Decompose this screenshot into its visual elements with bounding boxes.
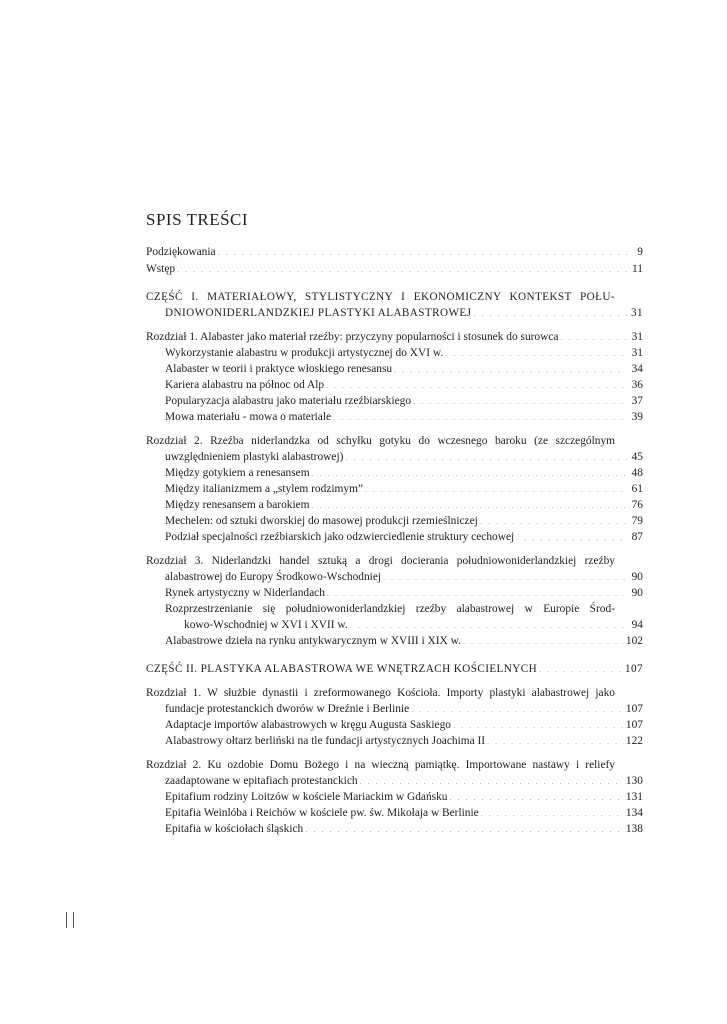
leader-dots: [365, 482, 627, 498]
toc-entry[interactable]: [165, 585, 643, 601]
leader-dots: [445, 346, 627, 362]
toc-entry-acknowledgements[interactable]: [146, 244, 643, 260]
toc-entry[interactable]: [165, 717, 643, 733]
chapter4-heading-line1: Rozdział 1. W służbie dynastii i zreformowanego Kościoła. Importy plastyki alabastrowej jako: [146, 687, 615, 699]
toc-entry-text: Alabastrowy ołtarz berliński na tle fundacji artystycznych Joachima II: [165, 735, 486, 747]
toc-entry-page: 61: [631, 483, 643, 495]
chapter5-heading[interactable]: [165, 773, 643, 789]
toc-entry-text: Wstęp: [146, 263, 176, 275]
leader-dots: [327, 586, 627, 602]
toc-entry-page: 11: [632, 263, 643, 275]
leader-dots: [481, 806, 624, 822]
toc-entry-text: Wykorzystanie alabastru w produkcji artystycznej do XVI w.: [165, 347, 444, 359]
leader-dots: [539, 662, 623, 678]
toc-entry-page: 48: [631, 467, 643, 479]
toc-entry-introduction[interactable]: [146, 261, 643, 277]
chapter5-heading-line1: Rozdział 2. Ku ozdobie Domu Bożego i na wieczną pamiątkę. Importowane nastawy i reliefy: [146, 759, 615, 771]
toc-entry-page: 134: [625, 807, 643, 819]
leader-dots: [177, 262, 627, 278]
toc-entry[interactable]: [165, 481, 643, 497]
toc-entry-text: Między gotykiem a renesansem: [165, 467, 310, 479]
toc-entry[interactable]: [165, 633, 643, 649]
toc-entry[interactable]: [165, 361, 643, 377]
chapter4-heading[interactable]: [165, 701, 643, 717]
toc-entry-page: 107: [625, 703, 643, 715]
toc-entry-page: 90: [631, 571, 643, 583]
leader-dots: [326, 378, 627, 394]
toc-entry[interactable]: [165, 345, 643, 361]
toc-entry[interactable]: [165, 733, 643, 749]
toc-entry[interactable]: [165, 393, 643, 409]
toc-entry-text: Epitafia w kościołach śląskich: [165, 823, 304, 835]
toc-entry-page: 102: [625, 635, 643, 647]
toc-entry-text: Między italianizmem a „stylem rodzimym”: [165, 483, 364, 495]
leader-dots: [312, 498, 627, 514]
toc-entry[interactable]: [165, 789, 643, 805]
leader-dots: [333, 410, 627, 426]
toc-entry-text: Alabastrowe dzieła na rynku antykwarycznym w XVIII i XIX w.: [165, 635, 461, 647]
leader-dots: [383, 570, 627, 586]
toc-entry-text: Podziękowania: [146, 246, 216, 258]
toc-entry-line1: Rozprzestrzenianie się południowoniderlandzkiej rzeźby alabastrowej w Europie Środ-: [165, 603, 615, 615]
toc-entry-page: 122: [625, 735, 643, 747]
leader-dots: [453, 718, 624, 734]
toc-entry[interactable]: [165, 377, 643, 393]
toc-entry-page: 130: [625, 775, 643, 787]
leader-dots: [480, 514, 627, 530]
toc-entry-text: CZĘŚĆ II. PLASTYKA ALABASTROWA WE WNĘTRZACH KOŚCIELNYCH: [146, 663, 538, 675]
toc-entry-page: 31: [631, 307, 643, 319]
leader-dots: [360, 774, 624, 790]
toc-entry-text: uwzględnieniem plastyki alabastrowej): [165, 451, 344, 463]
toc-entry-page: 138: [625, 823, 643, 835]
toc-entry-page: 79: [631, 515, 643, 527]
leader-dots: [345, 450, 627, 466]
toc-entry-text: Kariera alabastru na północ od Alp: [165, 379, 325, 391]
toc-entry[interactable]: [165, 497, 643, 513]
leader-dots: [449, 790, 623, 806]
toc-entry[interactable]: [184, 617, 643, 633]
toc-entry-page: 31: [631, 331, 643, 343]
toc-entry-page: 87: [631, 531, 643, 543]
leader-dots: [350, 618, 627, 634]
leader-dots: [473, 306, 627, 322]
toc-entry-text: kowo-Wschodniej w XVI i XVII w.: [184, 619, 348, 631]
toc-entry-page: 31: [631, 347, 643, 359]
toc-entry[interactable]: [165, 513, 643, 529]
toc-entry-text: Rozdział 1. Alabaster jako materiał rzeźby: przyczyny popularności i stosunek do surowca: [146, 331, 559, 343]
chapter3-heading[interactable]: [165, 569, 643, 585]
leader-dots: [394, 362, 627, 378]
leader-dots: [305, 822, 624, 838]
toc-entry-text: Mechelen: od sztuki dworskiej do masowej produkcji rzemieślniczej: [165, 515, 478, 527]
toc-entry-page: 9: [637, 246, 643, 258]
toc-entry-text: Epitafia Weinlóba i Reichów w kościele pw. św. Mikołaja w Berlinie: [165, 807, 479, 819]
leader-dots: [560, 330, 627, 346]
part1-heading-line1: CZĘŚĆ I. MATERIAŁOWY, STYLISTYCZNY I EKONOMICZNY KONTEKST POŁU-: [146, 291, 615, 303]
toc-entry[interactable]: [165, 821, 643, 837]
toc-entry-text: Adaptacje importów alabastrowych w kręgu Augusta Saskiego: [165, 719, 451, 731]
part1-heading-line2: DNIOWONIDERLANDZKIEJ PLASTYKI ALABASTROWEJ: [165, 307, 472, 319]
toc-entry-page: 45: [631, 451, 643, 463]
toc-entry-text: fundacje protestanckich dworów w Dreźnie i Berlinie: [165, 703, 410, 715]
part1-heading[interactable]: [165, 305, 643, 321]
toc-entry-text: Podział specjalności rzeźbiarskich jako odzwierciedlenie struktury cechowej: [165, 531, 515, 543]
chapter1-heading[interactable]: [146, 329, 643, 345]
chapter2-heading-line1: Rozdział 2. Rzeźba niderlandzka od schyłku gotyku do wczesnego baroku (ze szczególnym: [146, 435, 615, 447]
toc-entry-page: 76: [631, 499, 643, 511]
toc-entry-text: Alabaster w teorii i praktyce włoskiego renesansu: [165, 363, 393, 375]
toc-entry-page: 36: [631, 379, 643, 391]
toc-entry-page: 94: [631, 619, 643, 631]
toc-entry-text: Popularyzacja alabastru jako materiału rzeźbiarskiego: [165, 395, 412, 407]
toc-entry-page: 34: [631, 363, 643, 375]
toc-entry-text: zaadaptowane w epitafiach protestanckich: [165, 775, 358, 787]
leader-dots: [411, 702, 624, 718]
page-title: SPIS TREŚCI: [146, 210, 249, 229]
leader-dots: [463, 634, 624, 650]
toc-entry[interactable]: [165, 409, 643, 425]
toc-entry-page: 107: [625, 719, 643, 731]
toc-entry-page: 39: [631, 411, 643, 423]
scan-artifact: [66, 912, 74, 928]
toc-entry-text: alabastrowej do Europy Środkowo-Wschodniej: [165, 571, 382, 583]
chapter3-heading-line1: Rozdział 3. Niderlandzki handel sztuką a drogi docierania południowoniderlandzkiej rzeźby: [146, 555, 615, 567]
leader-dots: [312, 466, 627, 482]
toc-entry-text: Rynek artystyczny w Niderlandach: [165, 587, 325, 599]
leader-dots: [413, 394, 627, 410]
toc-entry-text: Epitafium rodziny Loitzów w kościele Mariackim w Gdańsku: [165, 791, 448, 803]
toc-entry-page: 37: [631, 395, 643, 407]
toc-entry-page: 107: [625, 663, 643, 675]
toc-entry[interactable]: [165, 805, 643, 821]
toc-entry-page: 90: [631, 587, 643, 599]
leader-dots: [218, 245, 627, 261]
leader-dots: [487, 734, 624, 750]
toc-entry-page: 131: [625, 791, 643, 803]
toc-entry-text: Mowa materiału - mowa o materiale: [165, 411, 332, 423]
chapter2-heading[interactable]: [165, 449, 643, 465]
toc-entry[interactable]: [165, 529, 643, 545]
toc-entry-text: Między renesansem a barokiem: [165, 499, 310, 511]
part2-heading[interactable]: [146, 661, 643, 677]
toc-entry[interactable]: [165, 465, 643, 481]
leader-dots: [516, 530, 627, 546]
